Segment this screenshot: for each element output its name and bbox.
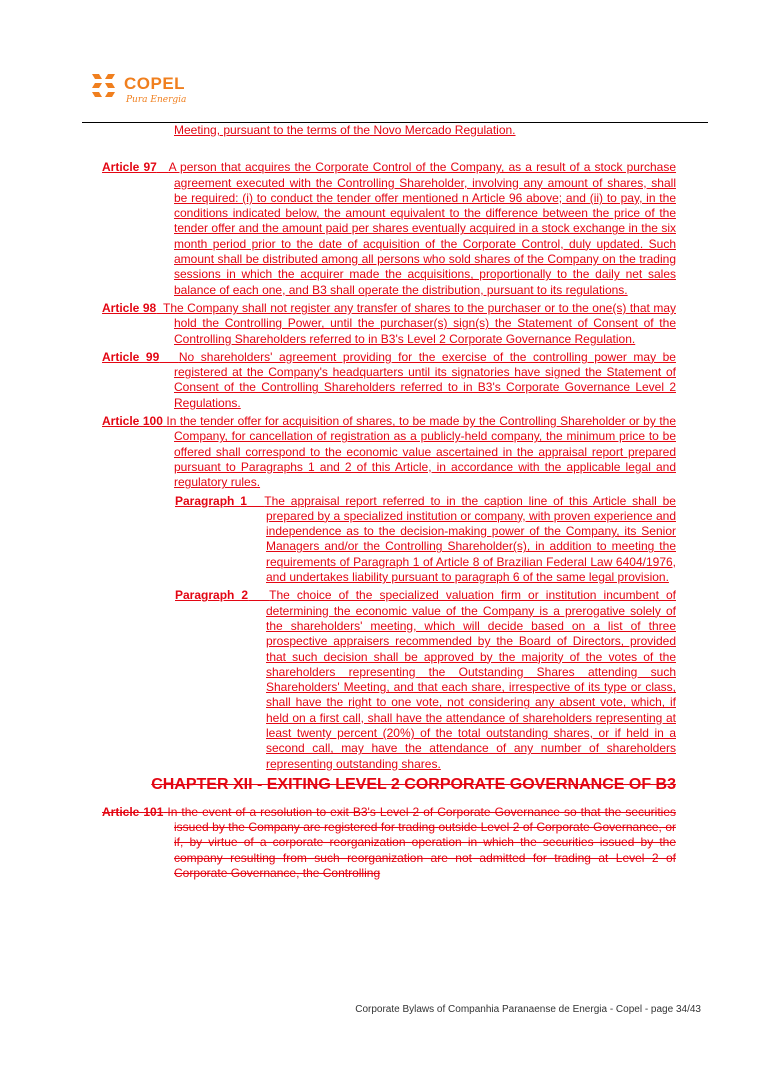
article-100-label: Article 100: [102, 414, 163, 429]
logo-tagline: Pura Energia: [126, 95, 187, 105]
article-98-label: Article 98: [102, 300, 157, 315]
chapter-heading: CHAPTER XII - EXITING LEVEL 2 CORPORATE GOVERNANCE OF B3: [151, 775, 676, 793]
document-body: [102, 123, 676, 884]
continuation-paragraph: [102, 123, 676, 138]
article-99-label: Article 99: [102, 349, 160, 364]
article-101-text: In the event of a resolution to exit B3's Level 2 of Corporate Governance so that the securities issued by the Company are registered for trading outside Level 2 of Corporate Governance, or if, by virtue of a corporate reorganization operation in which the securities issued by the company resulting from such reorganization are not admitted for trading at Level 2 of Corporate Governance, the Controlling: [167, 804, 677, 881]
logo-wordmark: COPEL: [124, 74, 186, 93]
copel-logo: [90, 72, 200, 112]
article-97: [102, 160, 676, 298]
article-100: [102, 414, 676, 490]
article-99-text: No shareholders' agreement providing for the exercise of the controlling power may be registered at the Company's headquarters until its signatories have signed the Statement of Consent of the Controlling Shareholders referred to in B3's Corporate Governance Level 2 Regulations.: [174, 349, 676, 410]
article-101: [102, 805, 676, 881]
paragraph-2-text: The choice of the specialized valuation firm or institution incumbent of determining the economic value of the Company is a prerogative solely of the shareholders' meeting, which will decide based on a list of three prospective appraisers recommended by the Board of Directors, provided that such decision shall be approved by the majority of the votes of the shareholders representing the Outstanding Shares attending such Shareholders' Meeting, and that each share, irrespective of its type or class, shall have the right to one vote, not considering any absent vote, which, if held on a first call, shall have the attendance of shareholders representing at least twenty percent (20%) of the total outstanding shares, or if held in a second call, may have the attendance of any number of shareholders representing outstanding shares.: [266, 588, 676, 771]
article-97-text: A person that acquires the Corporate Control of the Company, as a result of a stock purchase agreement executed with the Controlling Shareholder, involving any amount of shares, shall be required: (i) to conduct the tender offer mentioned n Article 96 above; and (ii) to pay, in the conditions indicated below, the amount equivalent to the difference between the price of the tender offer and the amount paid per shares eventually acquired in a stock exchange in the six month period prior to the date of acquisition of the Corporate Control, duly updated. Such amount shall be distributed among all persons who sold shares of the Company on the trading sessions in which the acquirer made the acquisitions, proportionally to the daily net sales balance of each one, and B3 shall operate the distribution, pursuant to its regulations.: [168, 160, 677, 297]
article-98: [102, 301, 676, 347]
paragraph-1: [102, 494, 676, 586]
copel-logo-icon: [90, 72, 120, 102]
article-100-text: In the tender offer for acquisition of shares, to be made by the Controlling Shareholder or by the Company, for cancellation of registration as a publicly-held company, the minimum price to be offered shall correspond to the economic value ascertained in the appraisal report prepared pursuant to Paragraphs 1 and 2 of this Article, in accordance with the applicable legal and regulatory rules.: [166, 414, 677, 490]
article-101-label: Article 101: [102, 804, 164, 819]
article-98-text: The Company shall not register any transfer of shares to the purchaser or to the one(s) that may hold the Controlling Power, until the purchaser(s) sign(s) the Statement of Consent of the Controlling Shareholders referred to in B3's Level 2 Corporate Governance Regulation.: [162, 300, 676, 346]
continuation-text: Meeting, pursuant to the terms of the Novo Mercado Regulation.: [174, 123, 516, 137]
paragraph-2: [102, 588, 676, 772]
paragraph-1-label: Paragraph 1: [175, 493, 247, 508]
article-97-label: Article 97: [102, 160, 157, 175]
paragraph-1-text: The appraisal report referred to in the caption line of this Article shall be prepared by a specialized institution or company, with proven experience and independence as to the decision-making power of the Company, its Senior Managers and/or the Controlling Shareholder(s), in addition to meeting the requirements of Paragraph 1 of Article 8 of Brazilian Federal Law 6404/1976, and undertakes liability pursuant to paragraph 6 of the same legal provision.: [264, 493, 676, 585]
article-99: [102, 350, 676, 411]
paragraph-2-label: Paragraph 2: [175, 588, 249, 603]
page-footer: Corporate Bylaws of Companhia Paranaense de Energia - Copel - page 34/43: [355, 1004, 701, 1015]
